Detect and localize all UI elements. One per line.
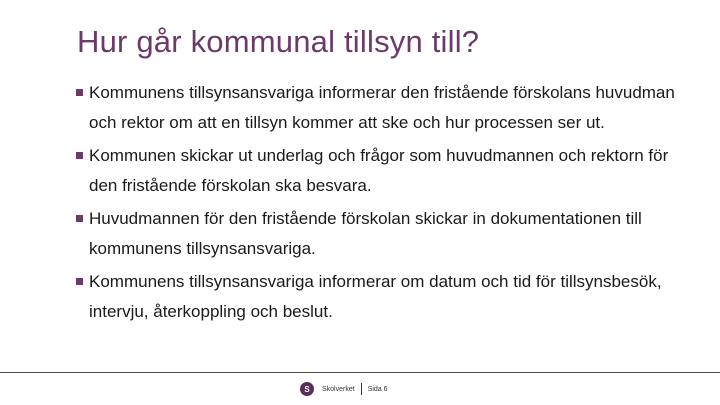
- bullet-text: Kommunen skickar ut underlag och frågor som huvudmannen och rektorn för den fristående förskolan ska besvara.: [89, 146, 669, 195]
- square-bullet-icon: [76, 152, 83, 159]
- square-bullet-icon: [76, 89, 83, 96]
- bullet-text: Huvudmannen för den fristående förskolan skickar in dokumentationen till kommunens tillsynsansvariga.: [89, 209, 642, 258]
- skolverket-logo-icon: S: [300, 382, 314, 396]
- square-bullet-icon: [76, 215, 83, 222]
- bullet-list: [76, 78, 696, 330]
- footer: [300, 381, 388, 397]
- footer-divider: [0, 372, 720, 373]
- bullet-text: Kommunens tillsynsansvariga informerar om datum och tid för tillsynsbesök, intervju, återkoppling och beslut.: [89, 272, 662, 321]
- bullet-item: [76, 204, 696, 264]
- bullet-item: [76, 78, 696, 138]
- bullet-text: Kommunens tillsynsansvariga informerar den fristående förskolans huvudman och rektor om att en tillsyn kommer att ske och hur processen ser ut.: [89, 83, 675, 132]
- bullet-item: [76, 141, 696, 201]
- page-number: Sida 6: [367, 385, 388, 393]
- footer-separator: [361, 383, 362, 395]
- square-bullet-icon: [76, 278, 83, 285]
- slide-title: Hur går kommunal tillsyn till?: [77, 24, 480, 59]
- footer-brand: Skolverket: [322, 385, 355, 393]
- bullet-item: [76, 267, 696, 327]
